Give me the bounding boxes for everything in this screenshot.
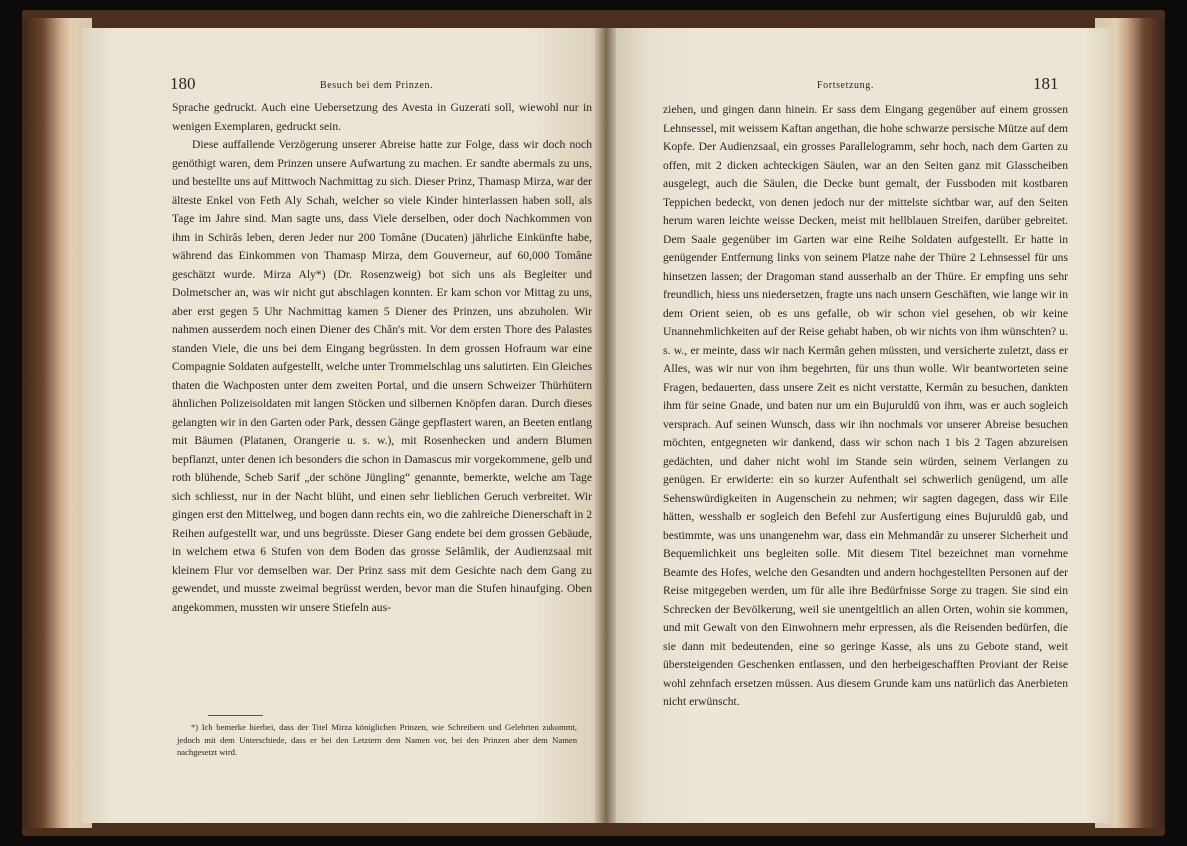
left-body-text: [172, 99, 592, 617]
right-body-text: [663, 101, 1068, 712]
open-book: [22, 10, 1165, 836]
paragraph: ziehen, und gingen dann hinein. Er sass dem Eingang gegenüber auf einem grossen Lehnsessel, mit weissem Kaftan angethan, die hohe schwarze persische Mütze auf dem Kopfe. Der Audienzsaal, ein grosses Parallelogramm, sehr hoch, nach dem Garten zu offen, mit 2 dicken achteckigen Säulen, war an den Seiten ganz mit Glasscheiben ausgelegt, auch die Säulen, die Decke bunt gemalt, der Fussboden mit kostbaren Teppichen bedeckt, von denen jedoch nur der mittelste sichtbar war, auf den Seiten herum waren leichte weisse Decken, meist mit hellblauen Streifen, darüber gebreitet. Dem Saale gegenüber im Garten war eine Reihe Soldaten aufgestellt. Er hatte in genügender Entfernung links von seinem Platze nahe der Thüre 2 Lehnsessel für uns hinsetzen lassen; der Dragoman stand ausserhalb an der Thüre. Er empfing uns sehr freundlich, hiess uns niedersetzen, fragte uns nach unsern Geschäften, wie lange wir in dem Orient seien, ob es uns gefalle, ob wir schon viel gesehen, ob wir keine Unannehmlichkeiten auf der Reise gehabt haben, ob wir nichts von ihm wünschten? u. s. w., er meinte, dass wir nach Kermân gehen müssten, und versicherte zuletzt, dass er Alles, was wir nur von ihm begehrten, für uns thun wolle. Wir beantworteten seine Fragen, bedauerten, dass unsere Zeit es nicht verstatte, Kermân zu besuchen, dankten ihm für seine Gnade, und baten nur um ein Bujuruldû von ihm, was er auch sogleich versprach. Auf seinen Wunsch, dass wir ihn nochmals vor unserer Abreise besuchen möchten, entgegneten wir dankend, dass wir schon nach 1 bis 2 Tagen abzureisen gedächten, und daher nicht wohl im Stande sein würden, seinem Verlangen zu genügen. Er erwiderte: ein so kurzer Aufenthalt sei schwerlich genügend, um alle Sehenswürdigkeiten in Augenschein zu nehmen; wir sagten dagegen, dass wir Eile hätten, wesshalb er sogleich den Befehl zur Ausfertigung eines Bujuruldû gab, und bestimmte, was uns unangenehm war, dass ein Mehmandâr zu unserer Sicherheit und Bequemlichkeit uns begleiten solle. Mit diesem Titel bezeichnet man vornehme Beamte des Hofes, welche den Gesandten und andern hochgestellten Personen auf der Reise mitgegeben werden, um für alle ihre Bedürfnisse Sorge zu tragen. Sie sind ein Schrecken der Bevölkerung, weil sie unentgeltlich an allen Orten, wohin sie kommen, und mit Gewalt von den Einwohnern mehr erpressen, als die Reisenden bedürfen, die sie dann mit bedeutenden, eine so geringe Kasse, als uns zu Gebote stand, weit übersteigenden Geschenken entlassen, und den herbeigeschafften Proviant der Reise wohl zehnfach ersetzen müssen. Aus diesem Grunde kam uns natürlich das Anerbieten nicht erwünscht.: [663, 103, 1068, 708]
left-page: [82, 28, 602, 823]
footnote-rule: [208, 715, 263, 716]
right-running-head: Fortsetzung.: [817, 80, 874, 91]
paragraph: Sprache gedruckt. Auch eine Uebersetzung des Avesta in Guzerati soll, wiewohl nur in wenigen Exemplaren, gedruckt sein.: [172, 101, 592, 133]
footnote: *) Ich bemerke hierbei, dass der Titel Mirza königlichen Prinzen, wie Schreibern und Gelehrten zukommt, jedoch mit dem Unterschiede, dass er bei den Letztern dem Namen vor, bei den Prinzen aber dem Namen nachgesetzt wird.: [177, 722, 577, 757]
paragraph: Diese auffallende Verzögerung unserer Abreise hatte zur Folge, dass wir doch noch genöthigt waren, dem Prinzen unsere Aufwartung zu machen. Er sandte abermals zu uns, und bestellte uns auf Mittwoch Nachmittag zu sich. Dieser Prinz, Thamasp Mirza, war der älteste Enkel von Feth Aly Schah, welcher so viele Kinder hinterlassen haben soll, als Tage im Jahre sind. Man sagte uns, dass Viele derselben, oder doch Nachkommen von ihm in Schirâs leben, deren Jeder nur 200 Tomâne (Ducaten) jährliche Einkünfte habe, während das Einkommen von Thamasp Mirza, dem Gouverneur, auf 60,000 Tomâne geschätzt wurde. Mirza Aly*) (Dr. Rosenzweig) bot sich uns als Begleiter und Dolmetscher an, was wir nicht gut abschlagen konnten. Er kam schon vor Mittag zu uns, aber erst gegen 5 Uhr Nachmittag kamen 5 Diener des Prinzen, uns abzuholen. Wir nahmen ausserdem noch einen Diener des Chân's mit. Vor dem ersten Thore des Palastes standen Viele, die uns bei dem Eingang begrüssten. In dem grossen Hofraum war eine Compagnie Soldaten aufgestellt, welche unter Trommelschlag uns salutirten. Ein Gleiches thaten die Wachposten unter dem zweiten Portal, und die unsern Schweizer Thürhütern ähnlichen Polizeisoldaten mit langen Stöcken und silbernen Knöpfen daran. Durch dieses gelangten wir in den Garten oder Park, dessen Gänge gepflastert waren, an Beeten entlang mit Bäumen (Platanen, Orangerie u. s. w.), mit Rosenhecken und andern Blumen bepflanzt, unter denen ich besonders die schon in Damascus mir vorgekommene, gelb und roth blühende, Scheb Sarif „der schöne Jüngling“ genannte, bemerkte, welche am Tage sich schliesst, nur in der Nacht blüht, und einen sehr lieblichen Geruch verbreitet. Wir gingen erst den Mittelweg, und bogen dann rechts ein, wo die zahlreiche Dienerschaft in 2 Reihen aufgestellt war, und uns begrüsste. Dieser Gang endete bei dem grossen Gebäude, in welchem etwa 6 Stufen von dem Boden das grosse Selâmlik, der Audienzsaal mit kleinem Flur vor demselben war. Der Prinz sass mit dem Gesichte nach dem Gang zu gewendet, und musste zweimal begrüsst werden, bevor man die Stufen hinaufging. Oben angekommen, mussten wir unsere Stiefeln aus-: [172, 138, 592, 614]
right-page-number: 181: [1033, 74, 1059, 93]
right-page: [605, 28, 1110, 823]
book-gutter: [594, 28, 616, 823]
left-page-number: 180: [170, 74, 196, 93]
left-running-head: Besuch bei dem Prinzen.: [320, 80, 434, 91]
